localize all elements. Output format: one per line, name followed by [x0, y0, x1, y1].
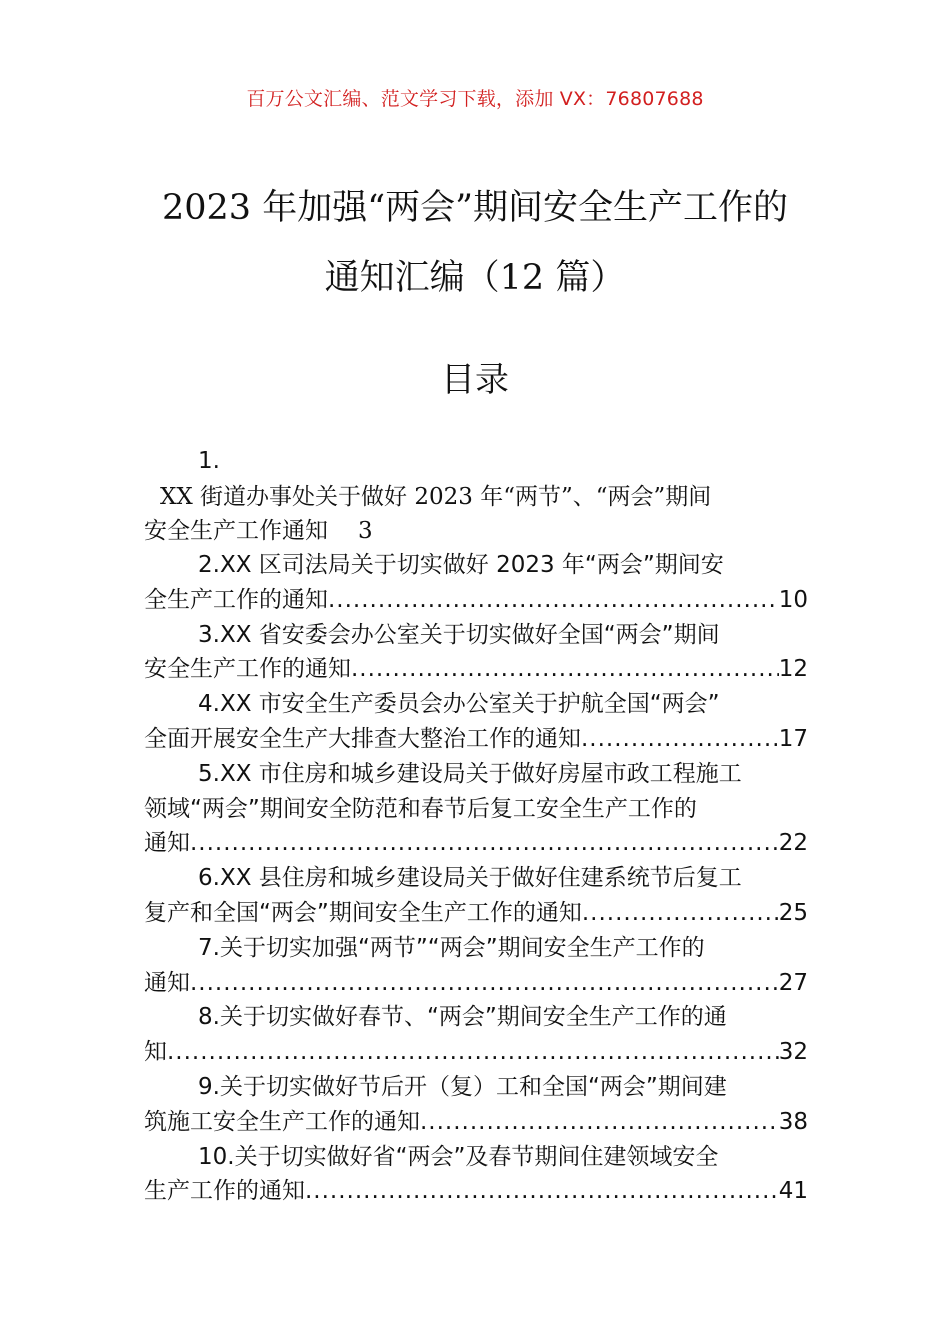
- toc-entry-title-line: XX 街道办事处关于做好 2023 年“两节”、“两会”期间: [160, 484, 712, 510]
- toc-entry-title-tail: 筑施工安全生产工作的通知: [144, 1108, 420, 1135]
- toc-entry-title-tail: 生产工作的通知: [144, 1178, 305, 1205]
- toc-heading: 目录: [441, 360, 509, 400]
- toc-entry-page: 10: [778, 586, 808, 613]
- toc-entry-title-tail: 通知: [144, 830, 190, 857]
- toc-entry-title-tail: 全生产工作的通知: [144, 586, 328, 613]
- toc-entry-title-tail: 通知: [144, 969, 190, 996]
- toc-entry-number: 1.: [198, 448, 220, 474]
- toc-leader-dots: [581, 722, 779, 757]
- toc-entry-10[interactable]: [144, 1140, 808, 1210]
- document-title-line-2: 通知汇编（12 篇）: [324, 258, 626, 298]
- toc-entry-title-tail: 安全生产工作的通知: [144, 656, 351, 683]
- toc-entry-title-line: 5.XX 市住房和城乡建设局关于做好房屋市政工程施工: [198, 760, 742, 787]
- toc-entry-title-tail: 全面开展安全生产大排查大整治工作的通知: [144, 725, 581, 752]
- toc-entry-page: 25: [778, 899, 808, 926]
- toc-leader-dots: [190, 966, 779, 1001]
- toc-entry-9[interactable]: [144, 1070, 808, 1140]
- toc-entry-title-tail: 安全生产工作通知: [144, 518, 328, 544]
- toc-entry-page: 41: [778, 1178, 808, 1205]
- toc-entry-4[interactable]: [144, 687, 808, 757]
- toc-entry-title-line: [144, 514, 808, 548]
- toc-entry-8[interactable]: [144, 1000, 808, 1070]
- toc-entry-page: 3: [358, 518, 373, 544]
- toc-entry-title-tail: 复产和全国“两会”期间安全生产工作的通知: [144, 899, 582, 926]
- toc-entry-title-line: 3.XX 省安委会办公室关于切实做好全国“两会”期间: [198, 621, 720, 648]
- toc-entry-page: 12: [778, 656, 808, 683]
- toc-entry-page: 17: [778, 725, 808, 752]
- toc-entry-7[interactable]: [144, 931, 808, 1001]
- toc-entry-title-line: 9.关于切实做好节后开（复）工和全国“两会”期间建: [198, 1073, 727, 1100]
- toc-entry-title-line: 10.关于切实做好省“两会”及春节期间住建领域安全: [198, 1143, 719, 1170]
- toc-entry-2[interactable]: [144, 548, 808, 618]
- toc-leader-dots: [305, 1174, 779, 1209]
- toc-leader-dots: [167, 1035, 779, 1070]
- toc-entry-page: 22: [778, 830, 808, 857]
- toc-leader-dots: [351, 652, 779, 687]
- toc-entry-1[interactable]: [144, 442, 808, 548]
- toc-leader-dots: [328, 583, 779, 618]
- toc-leader-dots: [190, 826, 779, 861]
- header-watermark-note: 百万公文汇编、范文学习下载，添加 VX：76807688: [246, 88, 704, 110]
- toc-entry-page: 27: [778, 969, 808, 996]
- toc-entry-title-line: 4.XX 市安全生产委员会办公室关于护航全国“两会”: [198, 691, 720, 718]
- toc-leader-dots: [420, 1105, 779, 1140]
- toc-entry-title-line: 6.XX 县住房和城乡建设局关于做好住建系统节后复工: [198, 865, 742, 892]
- toc-entry-page: 32: [778, 1039, 808, 1066]
- toc-leader-dots: [582, 896, 779, 931]
- toc-entry-title-tail: 知: [144, 1039, 167, 1066]
- toc-entry-page: 38: [778, 1108, 808, 1135]
- toc-entry-title-line: 7.关于切实加强“两节”“两会”期间安全生产工作的: [198, 934, 705, 961]
- toc-entry-3[interactable]: [144, 618, 808, 688]
- document-title-line-1: 2023 年加强“两会”期间安全生产工作的: [162, 188, 788, 228]
- toc-entry-title-line: 领域“两会”期间安全防范和春节后复工安全生产工作的: [144, 795, 697, 822]
- toc-entry-6[interactable]: [144, 861, 808, 931]
- table-of-contents: [144, 442, 808, 1209]
- toc-entry-title-line: 2.XX 区司法局关于切实做好 2023 年“两会”期间安: [198, 552, 724, 578]
- toc-entry-title-line: 8.关于切实做好春节、“两会”期间安全生产工作的通: [198, 1004, 727, 1031]
- toc-entry-5[interactable]: [144, 757, 808, 861]
